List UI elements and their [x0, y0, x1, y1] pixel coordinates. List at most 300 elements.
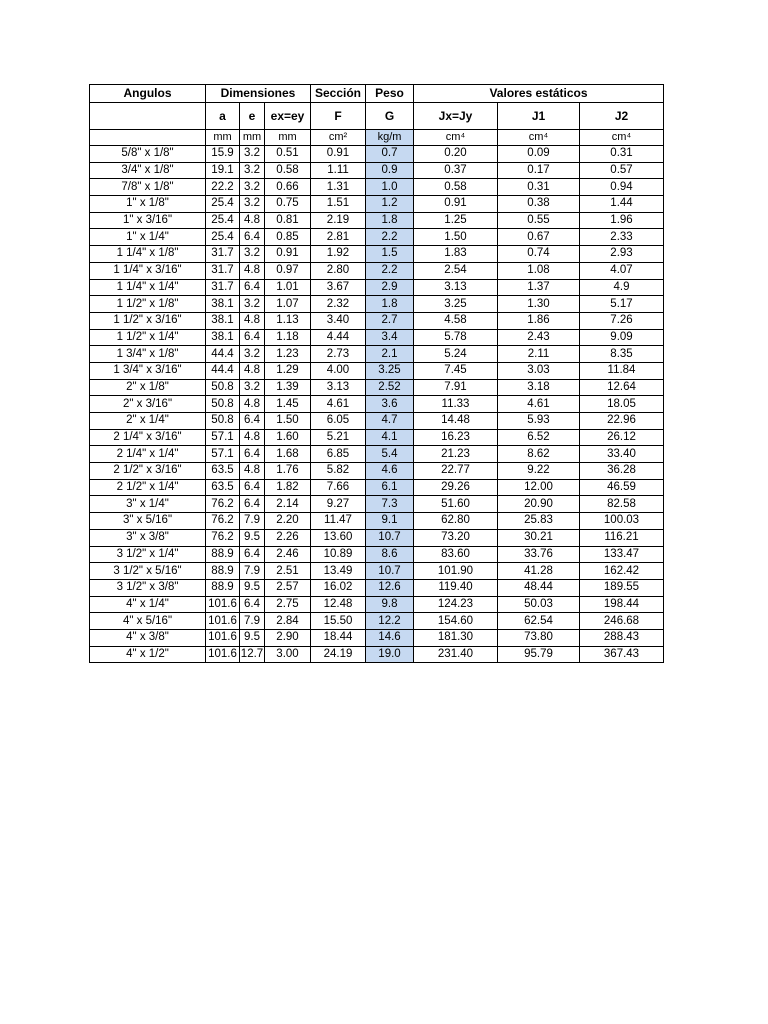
cell-angulo: 2" x 1/4": [90, 413, 206, 430]
cell-angulo: 1 1/4" x 1/4": [90, 279, 206, 296]
cell-angulo: 3 1/2" x 3/8": [90, 579, 206, 596]
cell-ex-ey: 0.85: [265, 229, 311, 246]
cell-j2: 9.09: [580, 329, 664, 346]
group-header-row: [90, 85, 664, 103]
cell-j1: 0.55: [498, 212, 580, 229]
cell-jx-jy: 83.60: [414, 546, 498, 563]
cell-j2: 116.21: [580, 529, 664, 546]
cell-f: 1.51: [311, 196, 366, 213]
cell-a: 101.6: [206, 613, 240, 630]
col-header-g: G: [366, 103, 414, 130]
cell-f: 2.80: [311, 262, 366, 279]
cell-f: 6.85: [311, 446, 366, 463]
cell-f: 1.92: [311, 246, 366, 263]
cell-j1: 8.62: [498, 446, 580, 463]
cell-g: 2.9: [366, 279, 414, 296]
cell-e: 9.5: [240, 629, 265, 646]
cell-j1: 3.18: [498, 379, 580, 396]
cell-j2: 367.43: [580, 646, 664, 663]
cell-f: 5.21: [311, 429, 366, 446]
cell-f: 9.27: [311, 496, 366, 513]
cell-g: 1.8: [366, 212, 414, 229]
cell-g: 12.2: [366, 613, 414, 630]
cell-ex-ey: 1.50: [265, 413, 311, 430]
cell-g: 1.2: [366, 196, 414, 213]
cell-e: 6.4: [240, 329, 265, 346]
cell-f: 5.82: [311, 463, 366, 480]
cell-jx-jy: 154.60: [414, 613, 498, 630]
cell-a: 31.7: [206, 246, 240, 263]
cell-g: 9.8: [366, 596, 414, 613]
cell-a: 88.9: [206, 546, 240, 563]
unit-j2: cm⁴: [580, 130, 664, 146]
cell-ex-ey: 2.75: [265, 596, 311, 613]
cell-j2: 22.96: [580, 413, 664, 430]
cell-angulo: 2 1/2" x 1/4": [90, 479, 206, 496]
cell-jx-jy: 51.60: [414, 496, 498, 513]
cell-e: 4.8: [240, 396, 265, 413]
cell-g: 10.7: [366, 563, 414, 580]
cell-a: 57.1: [206, 446, 240, 463]
cell-jx-jy: 1.50: [414, 229, 498, 246]
cell-f: 24.19: [311, 646, 366, 663]
cell-j2: 36.28: [580, 463, 664, 480]
cell-angulo: 1 1/2" x 1/8": [90, 296, 206, 313]
cell-jx-jy: 0.37: [414, 162, 498, 179]
unit-j1: cm⁴: [498, 130, 580, 146]
cell-a: 63.5: [206, 479, 240, 496]
cell-jx-jy: 0.91: [414, 196, 498, 213]
cell-g: 2.52: [366, 379, 414, 396]
cell-angulo: 5/8" x 1/8": [90, 146, 206, 163]
table-row: [90, 312, 664, 329]
cell-a: 101.6: [206, 629, 240, 646]
cell-a: 19.1: [206, 162, 240, 179]
cell-a: 76.2: [206, 496, 240, 513]
table-row: [90, 429, 664, 446]
cell-j1: 48.44: [498, 579, 580, 596]
cell-e: 3.2: [240, 196, 265, 213]
cell-jx-jy: 7.45: [414, 362, 498, 379]
cell-j2: 0.57: [580, 162, 664, 179]
cell-ex-ey: 2.57: [265, 579, 311, 596]
cell-jx-jy: 101.90: [414, 563, 498, 580]
unit-blank: [90, 130, 206, 146]
cell-angulo: 3 1/2" x 5/16": [90, 563, 206, 580]
cell-ex-ey: 2.46: [265, 546, 311, 563]
col-header-a: a: [206, 103, 240, 130]
cell-ex-ey: 0.66: [265, 179, 311, 196]
unit-ex-ey: mm: [265, 130, 311, 146]
cell-g: 14.6: [366, 629, 414, 646]
table-row: [90, 146, 664, 163]
cell-f: 6.05: [311, 413, 366, 430]
unit-e: mm: [240, 130, 265, 146]
cell-e: 4.8: [240, 312, 265, 329]
table-row: [90, 246, 664, 263]
table-row: [90, 546, 664, 563]
cell-f: 7.66: [311, 479, 366, 496]
header-peso: Peso: [366, 85, 414, 103]
cell-f: 16.02: [311, 579, 366, 596]
cell-jx-jy: 0.58: [414, 179, 498, 196]
cell-jx-jy: 11.33: [414, 396, 498, 413]
cell-j2: 4.9: [580, 279, 664, 296]
cell-f: 4.00: [311, 362, 366, 379]
cell-j2: 12.64: [580, 379, 664, 396]
cell-j1: 12.00: [498, 479, 580, 496]
cell-e: 7.9: [240, 563, 265, 580]
cell-ex-ey: 1.82: [265, 479, 311, 496]
cell-e: 6.4: [240, 279, 265, 296]
table-row: [90, 646, 664, 663]
cell-j1: 5.93: [498, 413, 580, 430]
cell-e: 3.2: [240, 146, 265, 163]
cell-a: 25.4: [206, 229, 240, 246]
cell-f: 12.48: [311, 596, 366, 613]
cell-f: 2.19: [311, 212, 366, 229]
table-row: [90, 629, 664, 646]
table-row: [90, 613, 664, 630]
cell-f: 15.50: [311, 613, 366, 630]
table-row: [90, 579, 664, 596]
cell-jx-jy: 29.26: [414, 479, 498, 496]
cell-e: 4.8: [240, 262, 265, 279]
cell-j1: 9.22: [498, 463, 580, 480]
cell-angulo: 2 1/4" x 3/16": [90, 429, 206, 446]
cell-angulo: 7/8" x 1/8": [90, 179, 206, 196]
cell-e: 3.2: [240, 296, 265, 313]
cell-e: 6.4: [240, 546, 265, 563]
cell-f: 10.89: [311, 546, 366, 563]
cell-j1: 73.80: [498, 629, 580, 646]
cell-e: 4.8: [240, 362, 265, 379]
table-row: [90, 446, 664, 463]
cell-j2: 246.68: [580, 613, 664, 630]
cell-jx-jy: 1.83: [414, 246, 498, 263]
cell-j1: 25.83: [498, 513, 580, 530]
cell-jx-jy: 4.58: [414, 312, 498, 329]
cell-a: 38.1: [206, 329, 240, 346]
header-valores-estaticos: Valores estáticos: [414, 85, 664, 103]
unit-f: cm²: [311, 130, 366, 146]
cell-ex-ey: 1.60: [265, 429, 311, 446]
header-seccion: Sección: [311, 85, 366, 103]
table-row: [90, 379, 664, 396]
cell-a: 63.5: [206, 463, 240, 480]
cell-j2: 1.96: [580, 212, 664, 229]
cell-j1: 6.52: [498, 429, 580, 446]
cell-jx-jy: 2.54: [414, 262, 498, 279]
table-row: [90, 329, 664, 346]
cell-j1: 1.86: [498, 312, 580, 329]
cell-j1: 0.31: [498, 179, 580, 196]
cell-j1: 50.03: [498, 596, 580, 613]
cell-jx-jy: 21.23: [414, 446, 498, 463]
cell-j2: 82.58: [580, 496, 664, 513]
table-row: [90, 396, 664, 413]
cell-g: 10.7: [366, 529, 414, 546]
cell-a: 101.6: [206, 596, 240, 613]
table-row: [90, 496, 664, 513]
cell-j1: 33.76: [498, 546, 580, 563]
cell-g: 3.25: [366, 362, 414, 379]
cell-j2: 0.94: [580, 179, 664, 196]
col-header-f: F: [311, 103, 366, 130]
cell-ex-ey: 0.97: [265, 262, 311, 279]
col-header-j2: J2: [580, 103, 664, 130]
cell-j1: 1.30: [498, 296, 580, 313]
cell-angulo: 1 1/4" x 3/16": [90, 262, 206, 279]
cell-e: 6.4: [240, 229, 265, 246]
unit-g: kg/m: [366, 130, 414, 146]
cell-ex-ey: 1.39: [265, 379, 311, 396]
cell-g: 0.9: [366, 162, 414, 179]
cell-angulo: 3" x 1/4": [90, 496, 206, 513]
cell-g: 7.3: [366, 496, 414, 513]
cell-ex-ey: 3.00: [265, 646, 311, 663]
cell-angulo: 3" x 3/8": [90, 529, 206, 546]
cell-ex-ey: 2.51: [265, 563, 311, 580]
cell-j2: 8.35: [580, 346, 664, 363]
cell-j1: 41.28: [498, 563, 580, 580]
cell-ex-ey: 1.68: [265, 446, 311, 463]
cell-f: 2.81: [311, 229, 366, 246]
cell-f: 2.73: [311, 346, 366, 363]
cell-jx-jy: 14.48: [414, 413, 498, 430]
cell-j1: 0.09: [498, 146, 580, 163]
cell-e: 3.2: [240, 179, 265, 196]
cell-jx-jy: 7.91: [414, 379, 498, 396]
cell-jx-jy: 181.30: [414, 629, 498, 646]
cell-a: 44.4: [206, 346, 240, 363]
cell-a: 22.2: [206, 179, 240, 196]
cell-g: 2.2: [366, 262, 414, 279]
cell-g: 4.1: [366, 429, 414, 446]
cell-ex-ey: 1.23: [265, 346, 311, 363]
cell-j1: 0.38: [498, 196, 580, 213]
cell-f: 0.91: [311, 146, 366, 163]
cell-a: 31.7: [206, 262, 240, 279]
cell-angulo: 3/4" x 1/8": [90, 162, 206, 179]
cell-j1: 20.90: [498, 496, 580, 513]
cell-a: 25.4: [206, 212, 240, 229]
cell-a: 25.4: [206, 196, 240, 213]
units-row: [90, 130, 664, 146]
cell-angulo: 4" x 1/4": [90, 596, 206, 613]
table-row: [90, 346, 664, 363]
table-row: [90, 563, 664, 580]
column-header-row: [90, 103, 664, 130]
col-header-j1: J1: [498, 103, 580, 130]
cell-e: 4.8: [240, 212, 265, 229]
cell-angulo: 3 1/2" x 1/4": [90, 546, 206, 563]
angles-table: [89, 84, 664, 663]
cell-j1: 0.67: [498, 229, 580, 246]
cell-j2: 18.05: [580, 396, 664, 413]
cell-ex-ey: 1.07: [265, 296, 311, 313]
cell-ex-ey: 1.13: [265, 312, 311, 329]
cell-jx-jy: 119.40: [414, 579, 498, 596]
cell-ex-ey: 2.14: [265, 496, 311, 513]
cell-a: 50.8: [206, 379, 240, 396]
cell-jx-jy: 5.78: [414, 329, 498, 346]
cell-f: 2.32: [311, 296, 366, 313]
cell-f: 13.60: [311, 529, 366, 546]
table-row: [90, 413, 664, 430]
cell-f: 4.61: [311, 396, 366, 413]
cell-g: 1.8: [366, 296, 414, 313]
cell-j2: 1.44: [580, 196, 664, 213]
cell-e: 12.7: [240, 646, 265, 663]
cell-angulo: 2 1/2" x 3/16": [90, 463, 206, 480]
cell-a: 15.9: [206, 146, 240, 163]
table-row: [90, 229, 664, 246]
cell-angulo: 1" x 1/8": [90, 196, 206, 213]
cell-a: 57.1: [206, 429, 240, 446]
cell-a: 88.9: [206, 563, 240, 580]
cell-jx-jy: 5.24: [414, 346, 498, 363]
cell-g: 1.0: [366, 179, 414, 196]
cell-g: 6.1: [366, 479, 414, 496]
cell-ex-ey: 0.91: [265, 246, 311, 263]
cell-a: 38.1: [206, 312, 240, 329]
cell-angulo: 4" x 5/16": [90, 613, 206, 630]
cell-angulo: 2 1/4" x 1/4": [90, 446, 206, 463]
cell-j2: 100.03: [580, 513, 664, 530]
cell-ex-ey: 0.75: [265, 196, 311, 213]
table-row: [90, 596, 664, 613]
cell-g: 4.6: [366, 463, 414, 480]
cell-angulo: 1 3/4" x 3/16": [90, 362, 206, 379]
cell-jx-jy: 231.40: [414, 646, 498, 663]
cell-angulo: 4" x 3/8": [90, 629, 206, 646]
col-header-ex-ey: ex=ey: [265, 103, 311, 130]
table-row: [90, 296, 664, 313]
cell-ex-ey: 2.26: [265, 529, 311, 546]
cell-angulo: 2" x 3/16": [90, 396, 206, 413]
cell-j2: 189.55: [580, 579, 664, 596]
cell-g: 4.7: [366, 413, 414, 430]
cell-ex-ey: 0.51: [265, 146, 311, 163]
cell-ex-ey: 1.01: [265, 279, 311, 296]
cell-e: 6.4: [240, 596, 265, 613]
cell-g: 19.0: [366, 646, 414, 663]
cell-g: 2.1: [366, 346, 414, 363]
cell-j2: 26.12: [580, 429, 664, 446]
cell-j1: 1.08: [498, 262, 580, 279]
cell-j2: 2.33: [580, 229, 664, 246]
cell-f: 18.44: [311, 629, 366, 646]
cell-j1: 0.74: [498, 246, 580, 263]
table-row: [90, 162, 664, 179]
cell-j1: 0.17: [498, 162, 580, 179]
cell-jx-jy: 73.20: [414, 529, 498, 546]
cell-g: 12.6: [366, 579, 414, 596]
cell-j1: 30.21: [498, 529, 580, 546]
table-row: [90, 529, 664, 546]
cell-a: 44.4: [206, 362, 240, 379]
table-row: [90, 262, 664, 279]
cell-g: 2.7: [366, 312, 414, 329]
cell-a: 50.8: [206, 413, 240, 430]
unit-jx-jy: cm⁴: [414, 130, 498, 146]
table-row: [90, 362, 664, 379]
cell-g: 5.4: [366, 446, 414, 463]
cell-e: 3.2: [240, 246, 265, 263]
cell-angulo: 1 3/4" x 1/8": [90, 346, 206, 363]
cell-j1: 3.03: [498, 362, 580, 379]
cell-angulo: 1" x 1/4": [90, 229, 206, 246]
cell-ex-ey: 1.45: [265, 396, 311, 413]
cell-a: 88.9: [206, 579, 240, 596]
angles-table-container: [89, 84, 664, 663]
cell-j2: 162.42: [580, 563, 664, 580]
cell-e: 6.4: [240, 479, 265, 496]
cell-g: 8.6: [366, 546, 414, 563]
cell-ex-ey: 0.81: [265, 212, 311, 229]
col-header-e: e: [240, 103, 265, 130]
cell-f: 4.44: [311, 329, 366, 346]
cell-j2: 11.84: [580, 362, 664, 379]
cell-e: 7.9: [240, 613, 265, 630]
cell-angulo: 4" x 1/2": [90, 646, 206, 663]
cell-e: 7.9: [240, 513, 265, 530]
cell-g: 2.2: [366, 229, 414, 246]
cell-angulo: 2" x 1/8": [90, 379, 206, 396]
cell-f: 1.11: [311, 162, 366, 179]
cell-ex-ey: 2.20: [265, 513, 311, 530]
unit-a: mm: [206, 130, 240, 146]
cell-a: 31.7: [206, 279, 240, 296]
cell-a: 76.2: [206, 513, 240, 530]
cell-j1: 4.61: [498, 396, 580, 413]
table-row: [90, 212, 664, 229]
cell-a: 101.6: [206, 646, 240, 663]
cell-e: 6.4: [240, 496, 265, 513]
cell-e: 9.5: [240, 579, 265, 596]
cell-ex-ey: 0.58: [265, 162, 311, 179]
cell-j2: 133.47: [580, 546, 664, 563]
cell-e: 6.4: [240, 446, 265, 463]
table-row: [90, 196, 664, 213]
cell-a: 50.8: [206, 396, 240, 413]
cell-f: 11.47: [311, 513, 366, 530]
cell-j2: 2.93: [580, 246, 664, 263]
cell-j2: 33.40: [580, 446, 664, 463]
header-dimensiones: Dimensiones: [206, 85, 311, 103]
cell-jx-jy: 16.23: [414, 429, 498, 446]
col-header-jx-jy: Jx=Jy: [414, 103, 498, 130]
cell-jx-jy: 0.20: [414, 146, 498, 163]
cell-angulo: 1 1/2" x 3/16": [90, 312, 206, 329]
cell-jx-jy: 3.13: [414, 279, 498, 296]
cell-a: 38.1: [206, 296, 240, 313]
cell-ex-ey: 1.18: [265, 329, 311, 346]
cell-angulo: 1 1/4" x 1/8": [90, 246, 206, 263]
cell-e: 3.2: [240, 379, 265, 396]
cell-f: 3.13: [311, 379, 366, 396]
cell-j1: 95.79: [498, 646, 580, 663]
cell-g: 3.4: [366, 329, 414, 346]
cell-angulo: 1 1/2" x 1/4": [90, 329, 206, 346]
cell-f: 13.49: [311, 563, 366, 580]
cell-g: 1.5: [366, 246, 414, 263]
cell-ex-ey: 1.76: [265, 463, 311, 480]
cell-j1: 2.43: [498, 329, 580, 346]
cell-jx-jy: 1.25: [414, 212, 498, 229]
cell-j2: 198.44: [580, 596, 664, 613]
